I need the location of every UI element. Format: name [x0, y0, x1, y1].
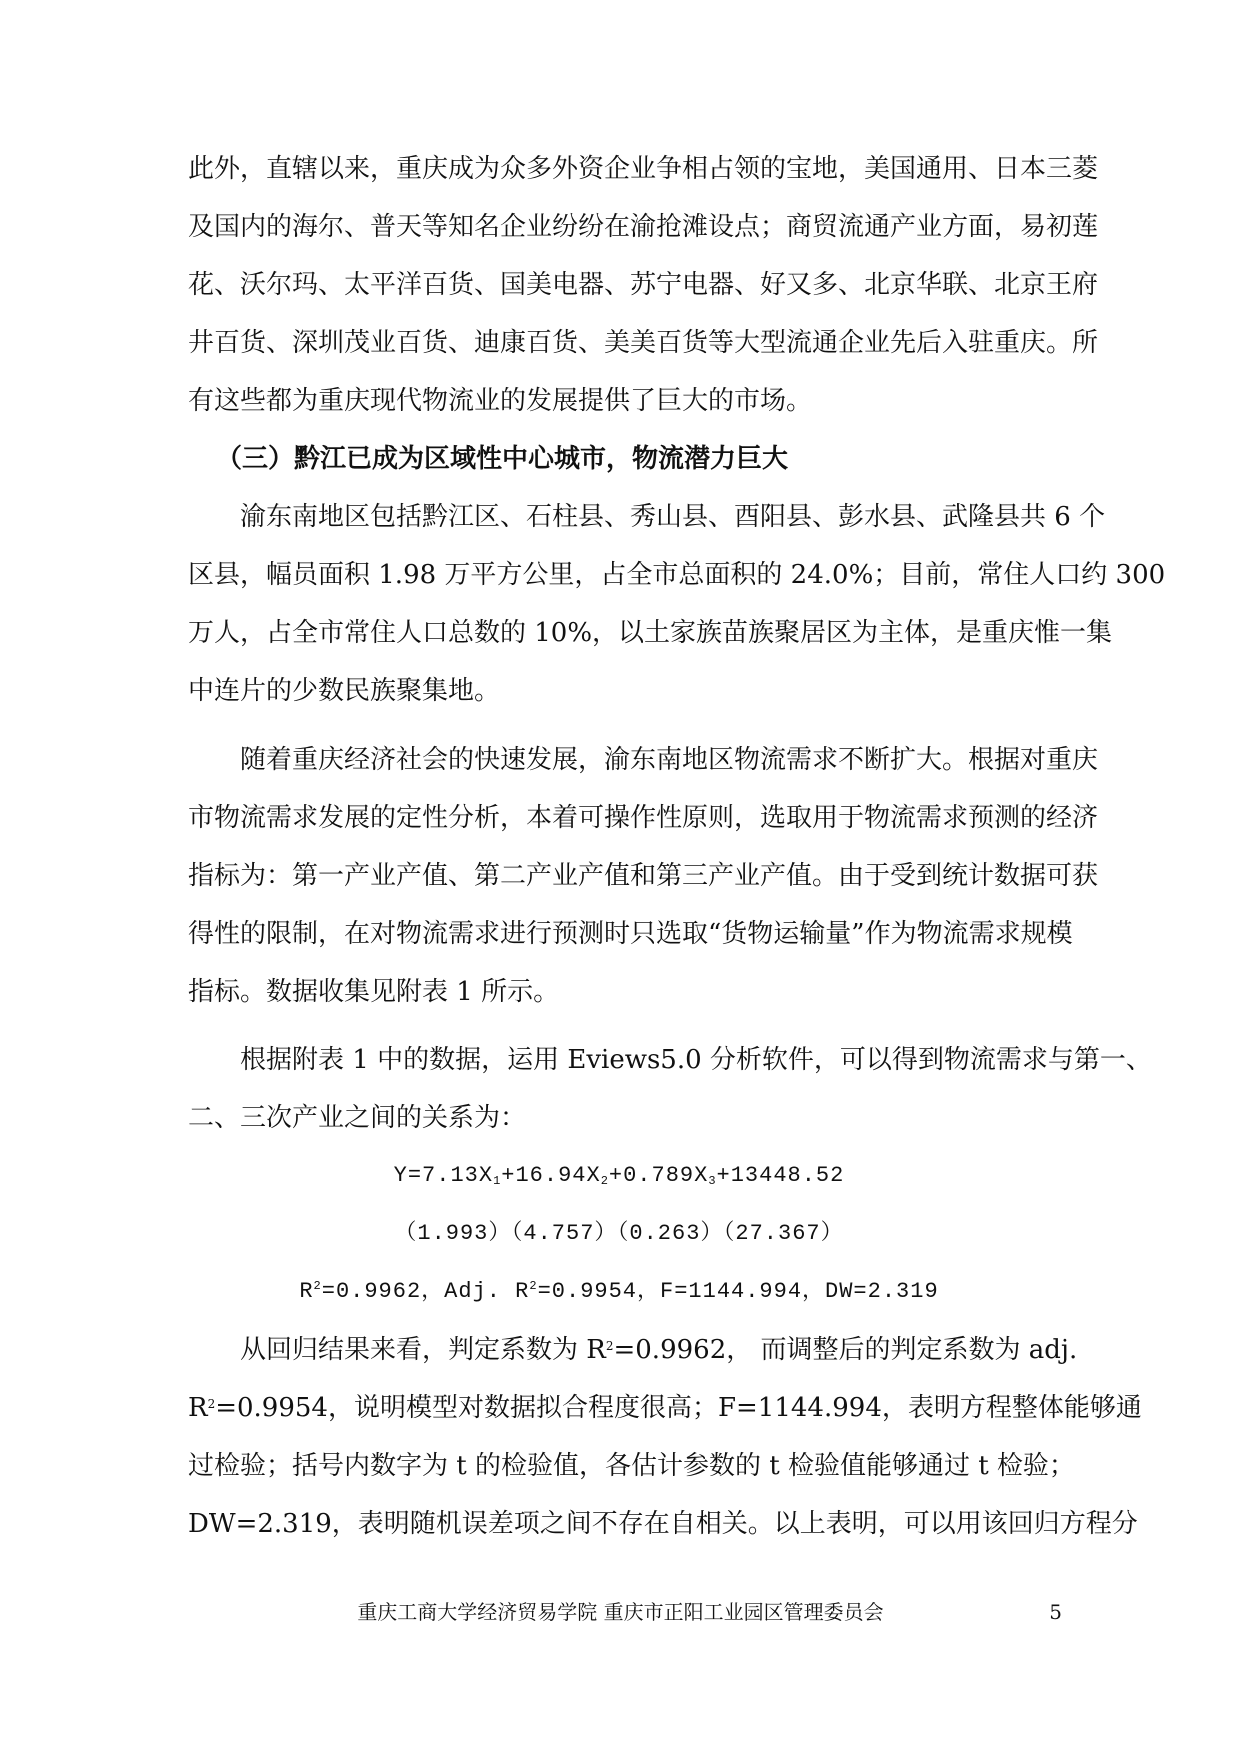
- paragraph-line: 指标为：第一产业产值、第二产业产值和第三产业产值。由于受到统计数据可获: [188, 861, 1099, 891]
- paragraph-line: 有这些都为重庆现代物流业的发展提供了巨大的市场。: [188, 386, 813, 416]
- paragraph-line: 花、沃尔玛、太平洋百货、国美电器、苏宁电器、好又多、北京华联、北京王府: [188, 270, 1099, 300]
- footer-institutions: 重庆工商大学经济贸易学院 重庆市正阳工业园区管理委员会: [357, 1600, 884, 1624]
- paragraph-line: DW=2.319，表明随机误差项之间不存在自相关。以上表明，可以用该回归方程分: [188, 1509, 1138, 1539]
- page-number: 5: [1049, 1600, 1062, 1624]
- page-footer: [0, 1597, 1241, 1627]
- fit-statistics: $R^2=0.9962$，Adj. $R^2=0.9954$，F=1144.994，DW=2.319: [299, 1279, 939, 1304]
- paragraph-line: $R^2=0.9954$，说明模型对数据拟合程度很高；F=1144.994，表明方程整体能够通: [188, 1393, 1142, 1423]
- section-heading: （三）黔江已成为区域性中心城市，物流潜力巨大: [216, 444, 789, 474]
- paragraph-line: 万人，占全市常住人口总数的 10%，以土家族苗族聚居区为主体，是重庆惟一集: [188, 618, 1113, 648]
- regression-equation: $Y=7.13X_1+16.94X_2+0.789X_3+13448.52$: [393, 1163, 845, 1188]
- paragraph-line: 从回归结果来看，判定系数为 $R^2=0.9962$， 而调整后的判定系数为 adj.: [240, 1335, 1078, 1365]
- paragraph-line: 区县，幅员面积 1.98 万平方公里，占全市总面积的 24.0%；目前，常住人口约 300: [188, 560, 1166, 590]
- t-statistics: （1.993）（4.757）（0.263）（27.367）: [394, 1221, 844, 1246]
- paragraph-line: 根据附表 1 中的数据，运用 Eviews5.0 分析软件，可以得到物流需求与第一、: [240, 1045, 1152, 1075]
- paragraph-line: 得性的限制，在对物流需求进行预测时只选取“货物运输量”作为物流需求规模: [188, 919, 1073, 949]
- paragraph-line: 此外，直辖以来，重庆成为众多外资企业争相占领的宝地，美国通用、日本三菱: [188, 154, 1099, 184]
- paragraph-line: 市物流需求发展的定性分析，本着可操作性原则，选取用于物流需求预测的经济: [188, 803, 1099, 833]
- paragraph-line: 中连片的少数民族聚集地。: [188, 676, 501, 706]
- paragraph-line: 过检验；括号内数字为 t 的检验值，各估计参数的 t 检验值能够通过 t 检验；: [188, 1451, 1075, 1481]
- paragraph-line: 指标。数据收集见附表 1 所示。: [188, 977, 560, 1007]
- paragraph-line: 及国内的海尔、普天等知名企业纷纷在渝抢滩设点；商贸流通产业方面，易初莲: [188, 212, 1099, 242]
- paragraph-line: 井百货、深圳茂业百货、迪康百货、美美百货等大型流通企业先后入驻重庆。所: [188, 328, 1099, 358]
- paragraph-line: 随着重庆经济社会的快速发展，渝东南地区物流需求不断扩大。根据对重庆: [240, 745, 1099, 775]
- paragraph-line: 渝东南地区包括黔江区、石柱县、秀山县、酉阳县、彭水县、武隆县共 6 个: [240, 502, 1106, 532]
- paragraph-line: 二、三次产业之间的关系为：: [188, 1103, 527, 1133]
